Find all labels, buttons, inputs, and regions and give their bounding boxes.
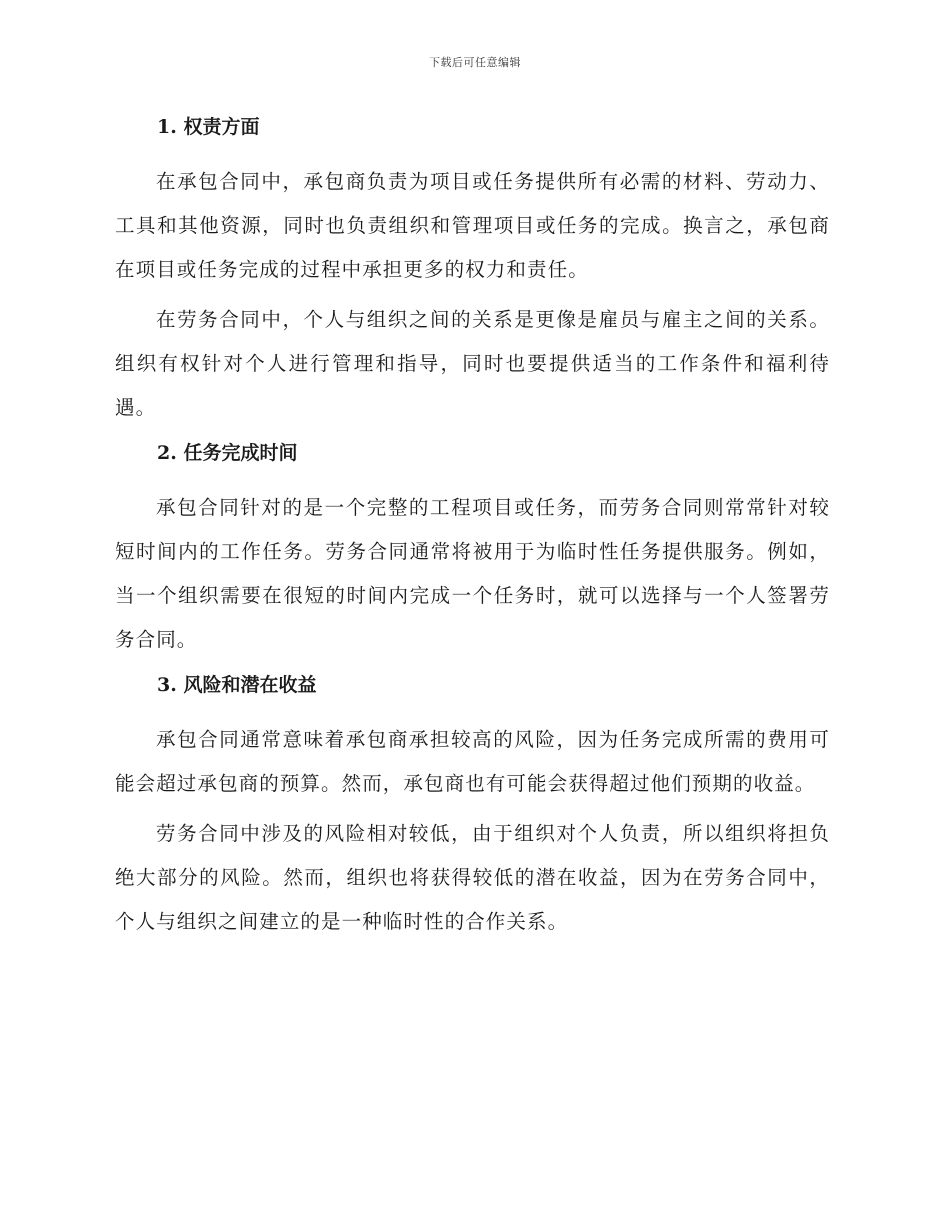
paragraph-completion-time: 承包合同针对的是一个完整的工程项目或任务，而劳务合同则常常针对较短时间内的工作任务。劳务合同通常将被用于为临时性任务提供服务。例如，当一个组织需要在很短的时间内完成一个任务时，就可以选择与一个人签署劳务合同。 bbox=[115, 496, 830, 651]
section-heading-responsibilities: 1. 权责方面 bbox=[157, 116, 260, 138]
paragraph-contractor-responsibilities: 在承包合同中，承包商负责为项目或任务提供所有必需的材料、劳动力、工具和其他资源，同时也负责组织和管理项目或任务的完成。换言之，承包商在项目或任务完成的过程中承担更多的权力和责任。 bbox=[115, 170, 830, 281]
paragraph-contractor-risk: 承包合同通常意味着承包商承担较高的风险，因为任务完成所需的费用可能会超过承包商的预算。然而，承包商也有可能会获得超过他们预期的收益。 bbox=[115, 728, 830, 795]
document-body bbox=[115, 110, 830, 950]
section-heading-risk-returns: 3. 风险和潜在收益 bbox=[157, 674, 317, 696]
paragraph-labor-risk: 劳务合同中涉及的风险相对较低，由于组织对个人负责，所以组织将担负绝大部分的风险。然而，组织也将获得较低的潜在收益，因为在劳务合同中，个人与组织之间建立的是一种临时性的合作关系。 bbox=[115, 822, 830, 933]
section-heading-completion-time: 2. 任务完成时间 bbox=[157, 442, 298, 464]
paragraph-labor-relationship: 在劳务合同中，个人与组织之间的关系是更像是雇员与雇主之间的关系。组织有权针对个人进行管理和指导，同时也要提供适当的工作条件和福利待遇。 bbox=[115, 308, 830, 419]
page-header: 下载后可任意编辑 bbox=[429, 56, 521, 69]
